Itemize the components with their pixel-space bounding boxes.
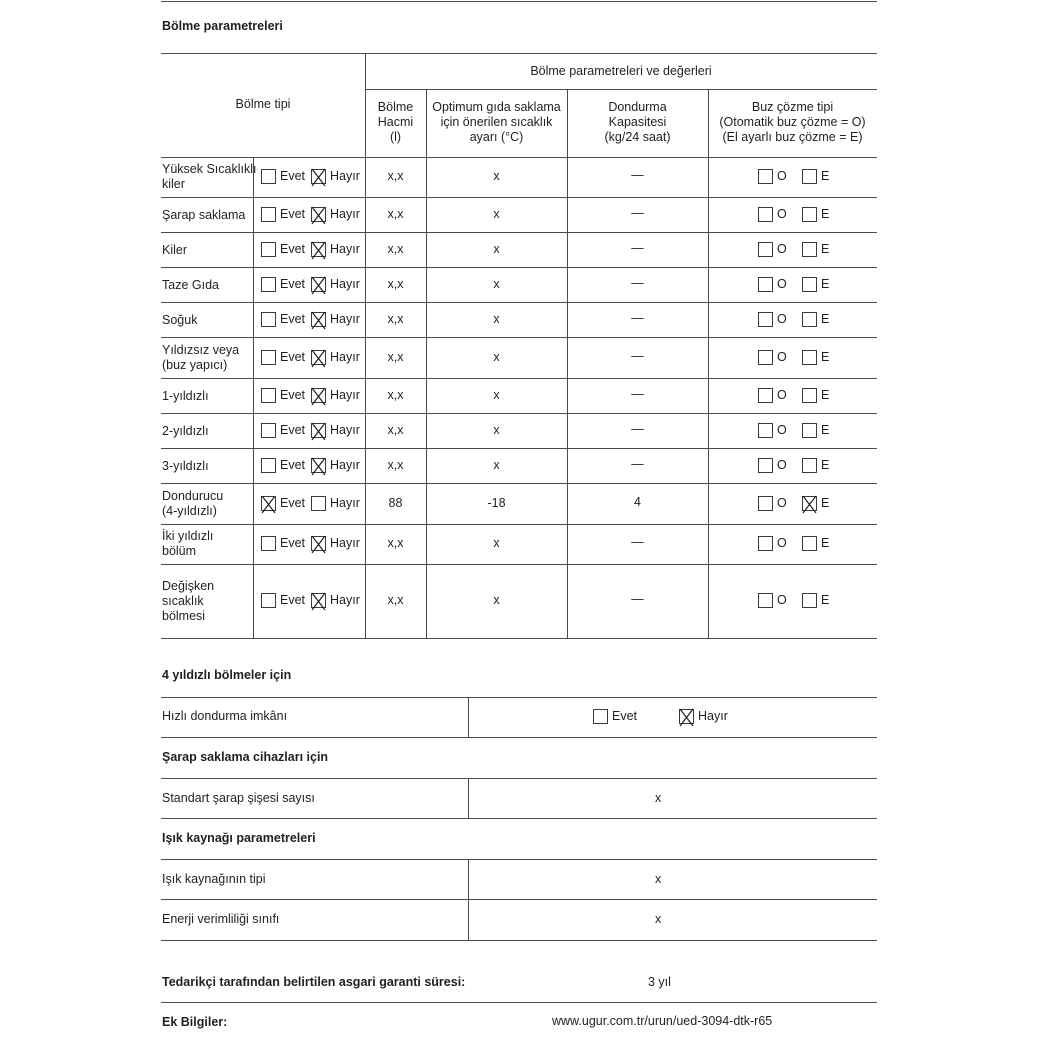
row-name-line: 3-yıldızlı — [162, 458, 209, 473]
manual-defrost-checkbox[interactable] — [802, 496, 817, 511]
volume-value: x,x — [387, 458, 404, 472]
row-name-line: Dondurucu — [162, 489, 224, 503]
row-name — [162, 529, 213, 559]
row-name-line: Kiler — [162, 242, 188, 257]
manual-defrost-checkbox[interactable] — [802, 242, 817, 257]
auto-defrost-checkbox[interactable] — [758, 388, 773, 403]
header-volume — [365, 100, 426, 145]
auto-defrost-checkbox[interactable] — [758, 350, 773, 365]
yes-checkbox[interactable] — [261, 496, 276, 511]
manual-defrost-label: E — [821, 312, 830, 326]
temperature-value: x — [493, 169, 500, 183]
warranty-value: 3 yıl — [648, 975, 671, 989]
yes-label: Evet — [280, 207, 306, 221]
auto-defrost-checkbox[interactable] — [758, 169, 773, 184]
row-name — [162, 278, 219, 293]
auto-defrost-label: O — [777, 458, 787, 472]
manual-defrost-label: E — [821, 207, 830, 221]
temperature-value: x — [493, 458, 500, 472]
freeze-capacity-value: — — [631, 422, 644, 436]
no-checkbox[interactable] — [311, 593, 326, 608]
yes-checkbox[interactable] — [261, 388, 276, 403]
volume-value: 88 — [388, 496, 403, 510]
auto-defrost-label: O — [777, 277, 787, 291]
header-defrost-type — [708, 100, 877, 145]
yes-checkbox[interactable] — [261, 593, 276, 608]
yes-checkbox[interactable] — [261, 207, 276, 222]
no-label: Hayır — [330, 388, 360, 402]
manual-defrost-checkbox[interactable] — [802, 536, 817, 551]
no-label: Hayır — [330, 496, 360, 510]
no-checkbox[interactable] — [311, 277, 326, 292]
temperature-value: x — [493, 423, 500, 437]
fast-freeze-yes-label: Evet — [612, 709, 638, 723]
rule — [161, 448, 877, 449]
manual-defrost-label: E — [821, 388, 830, 402]
yes-label: Evet — [280, 536, 306, 550]
header-temperature-line: ayarı (°C) — [469, 130, 524, 144]
cross-mark-icon — [802, 495, 817, 514]
auto-defrost-label: O — [777, 423, 787, 437]
wine-title: Şarap saklama cihazları için — [162, 750, 329, 764]
yes-label: Evet — [280, 277, 306, 291]
row-name-line: sıcaklık — [162, 593, 204, 608]
volume-value: x,x — [387, 388, 404, 402]
header-temperature — [426, 100, 567, 145]
yes-label: Evet — [280, 169, 306, 183]
row-name-line: 2-yıldızlı — [162, 423, 209, 438]
yes-label: Evet — [280, 593, 306, 607]
wine-bottles-value: x — [655, 791, 662, 805]
fast-freeze-no-checkbox[interactable] — [679, 709, 694, 724]
volume-value: x,x — [387, 350, 404, 364]
auto-defrost-label: O — [777, 242, 787, 256]
row-name-line: (buz yapıcı) — [162, 358, 228, 372]
row-name-line: Yüksek Sıcaklıklı — [162, 162, 257, 176]
temperature-value: x — [493, 536, 500, 550]
no-checkbox[interactable] — [311, 458, 326, 473]
energy-class-value: x — [655, 912, 662, 926]
row-name — [162, 208, 245, 223]
manual-defrost-label: E — [821, 242, 830, 256]
manual-defrost-checkbox[interactable] — [802, 350, 817, 365]
yes-label: Evet — [280, 350, 306, 364]
volume-value: x,x — [387, 593, 404, 607]
header-defrost-type-line: (Otomatik buz çözme = O) — [719, 115, 866, 129]
auto-defrost-checkbox[interactable] — [758, 458, 773, 473]
no-checkbox[interactable] — [311, 536, 326, 551]
volume-value: x,x — [387, 207, 404, 221]
header-defrost-type-line: (El ayarlı buz çözme = E) — [722, 130, 863, 144]
yes-checkbox[interactable] — [261, 277, 276, 292]
header-defrost-type-line: Buz çözme tipi — [751, 100, 834, 114]
manual-defrost-label: E — [821, 458, 830, 472]
no-label: Hayır — [330, 536, 360, 550]
header-volume-line: Bölme — [377, 100, 414, 114]
auto-defrost-checkbox[interactable] — [758, 536, 773, 551]
header-parameters-group: Bölme parametreleri ve değerleri — [530, 64, 712, 78]
extra-info-label: Ek Bilgiler: — [162, 1015, 228, 1029]
row-name — [162, 489, 223, 519]
freeze-capacity-value: — — [631, 311, 644, 325]
cross-mark-icon — [261, 495, 276, 514]
rule — [161, 524, 877, 525]
temperature-value: x — [493, 242, 500, 256]
auto-defrost-checkbox[interactable] — [758, 593, 773, 608]
temperature-value: x — [493, 312, 500, 326]
no-label: Hayır — [330, 207, 360, 221]
no-checkbox[interactable] — [311, 496, 326, 511]
no-checkbox[interactable] — [311, 207, 326, 222]
yes-checkbox[interactable] — [261, 458, 276, 473]
no-label: Hayır — [330, 312, 360, 326]
no-label: Hayır — [330, 593, 360, 607]
manual-defrost-checkbox[interactable] — [802, 277, 817, 292]
row-name — [162, 459, 209, 474]
divider — [468, 778, 469, 819]
row-name — [162, 313, 197, 328]
rule — [365, 89, 877, 90]
temperature-value: x — [493, 207, 500, 221]
yes-label: Evet — [280, 458, 306, 472]
rule — [161, 564, 877, 565]
freeze-capacity-value: — — [631, 535, 644, 549]
manual-defrost-checkbox[interactable] — [802, 593, 817, 608]
row-name-line: Şarap saklama — [162, 207, 246, 222]
yes-label: Evet — [280, 496, 306, 510]
freeze-capacity-value: — — [631, 592, 644, 606]
auto-defrost-checkbox[interactable] — [758, 207, 773, 222]
volume-value: x,x — [387, 423, 404, 437]
yes-checkbox[interactable] — [261, 169, 276, 184]
manual-defrost-checkbox[interactable] — [802, 169, 817, 184]
rule — [161, 697, 877, 698]
rule — [161, 483, 877, 484]
freeze-capacity-value: — — [631, 168, 644, 182]
manual-defrost-label: E — [821, 169, 830, 183]
cross-mark-icon — [311, 535, 326, 554]
header-temperature-line: için önerilen sıcaklık — [440, 115, 553, 129]
row-name-line: (4-yıldızlı) — [162, 504, 217, 518]
no-checkbox[interactable] — [311, 388, 326, 403]
yes-label: Evet — [280, 242, 306, 256]
cross-mark-icon — [679, 708, 694, 727]
header-temperature-line: Optimum gıda saklama — [432, 100, 561, 114]
manual-defrost-label: E — [821, 423, 830, 437]
cross-mark-icon — [311, 241, 326, 260]
rule — [161, 267, 877, 268]
no-label: Hayır — [330, 277, 360, 291]
cross-mark-icon — [311, 422, 326, 441]
row-name-line: kiler — [162, 177, 185, 191]
manual-defrost-checkbox[interactable] — [802, 207, 817, 222]
no-checkbox[interactable] — [311, 423, 326, 438]
temperature-value: x — [493, 593, 500, 607]
rule — [161, 818, 877, 819]
temperature-value: x — [493, 388, 500, 402]
auto-defrost-checkbox[interactable] — [758, 242, 773, 257]
cross-mark-icon — [311, 387, 326, 406]
header-compartment-type: Bölme tipi — [235, 97, 291, 111]
row-name-line: bölüm — [162, 544, 197, 558]
no-label: Hayır — [330, 423, 360, 437]
header-freeze-capacity-line: Dondurma — [608, 100, 667, 114]
divider — [468, 697, 469, 738]
wine-bottles-label: Standart şarap şişesi sayısı — [162, 791, 315, 805]
yes-checkbox[interactable] — [261, 350, 276, 365]
no-label: Hayır — [330, 350, 360, 364]
rule — [161, 940, 877, 941]
freeze-capacity-value: — — [631, 349, 644, 363]
freeze-capacity-value: — — [631, 276, 644, 290]
cross-mark-icon — [311, 457, 326, 476]
yes-label: Evet — [280, 423, 306, 437]
header-volume-line: Hacmi — [377, 115, 414, 129]
rule — [161, 778, 877, 779]
light-title: Işık kaynağı parametreleri — [162, 831, 316, 845]
auto-defrost-checkbox[interactable] — [758, 423, 773, 438]
yes-checkbox[interactable] — [261, 536, 276, 551]
row-name — [162, 579, 214, 624]
temperature-value: x — [493, 350, 500, 364]
auto-defrost-label: O — [777, 593, 787, 607]
rule — [161, 859, 877, 860]
row-name — [162, 243, 187, 258]
no-label: Hayır — [330, 169, 360, 183]
manual-defrost-label: E — [821, 593, 830, 607]
top-rule — [161, 1, 877, 2]
volume-value: x,x — [387, 277, 404, 291]
freeze-capacity-value: — — [631, 387, 644, 401]
fast-freeze-label: Hızlı dondurma imkânı — [162, 709, 288, 723]
auto-defrost-checkbox[interactable] — [758, 277, 773, 292]
row-name-line: 1-yıldızlı — [162, 388, 209, 403]
rule — [161, 1002, 877, 1003]
no-label: Hayır — [330, 458, 360, 472]
auto-defrost-checkbox[interactable] — [758, 496, 773, 511]
divider — [468, 859, 469, 941]
yes-checkbox[interactable] — [261, 242, 276, 257]
manual-defrost-label: E — [821, 277, 830, 291]
freeze-capacity-value: — — [631, 206, 644, 220]
auto-defrost-label: O — [777, 350, 787, 364]
rule — [161, 157, 877, 158]
freeze-capacity-value: — — [631, 457, 644, 471]
divider — [253, 157, 254, 638]
four-star-title: 4 yıldızlı bölmeler için — [162, 668, 292, 682]
rule — [161, 53, 877, 54]
auto-defrost-label: O — [777, 536, 787, 550]
freeze-capacity-value: 4 — [634, 495, 641, 509]
fast-freeze-yes-checkbox[interactable] — [593, 709, 608, 724]
row-name — [162, 162, 256, 192]
cross-mark-icon — [311, 311, 326, 330]
yes-label: Evet — [280, 388, 306, 402]
rule — [161, 413, 877, 414]
no-checkbox[interactable] — [311, 169, 326, 184]
rule — [161, 302, 877, 303]
divider — [708, 89, 709, 638]
no-label: Hayır — [330, 242, 360, 256]
light-type-label: Işık kaynağının tipi — [162, 872, 266, 886]
auto-defrost-label: O — [777, 388, 787, 402]
row-name — [162, 343, 239, 373]
cross-mark-icon — [311, 276, 326, 295]
light-type-value: x — [655, 872, 662, 886]
volume-value: x,x — [387, 536, 404, 550]
energy-class-label: Enerji verimliliği sınıfı — [162, 912, 280, 926]
row-name-line: Soğuk — [162, 312, 198, 327]
manual-defrost-checkbox[interactable] — [802, 388, 817, 403]
row-name-line: İki yıldızlı — [162, 529, 214, 543]
row-name-line: Değişken — [162, 578, 215, 593]
manual-defrost-label: E — [821, 350, 830, 364]
cross-mark-icon — [311, 349, 326, 368]
rule — [161, 737, 877, 738]
row-name-line: Taze Gıda — [162, 277, 219, 292]
no-checkbox[interactable] — [311, 350, 326, 365]
header-freeze-capacity — [567, 100, 708, 145]
rule — [161, 899, 877, 900]
rule — [161, 197, 877, 198]
manual-defrost-checkbox[interactable] — [802, 312, 817, 327]
fast-freeze-no-label: Hayır — [698, 709, 728, 723]
volume-value: x,x — [387, 312, 404, 326]
yes-label: Evet — [280, 312, 306, 326]
no-checkbox[interactable] — [311, 242, 326, 257]
cross-mark-icon — [311, 168, 326, 187]
yes-checkbox[interactable] — [261, 423, 276, 438]
section-title: Bölme parametreleri — [162, 19, 283, 33]
row-name-line: Yıldızsız veya — [162, 343, 240, 357]
manual-defrost-label: E — [821, 536, 830, 550]
header-volume-line: (l) — [389, 130, 402, 144]
freeze-capacity-value: — — [631, 241, 644, 255]
cross-mark-icon — [311, 206, 326, 225]
temperature-value: -18 — [487, 496, 506, 510]
rule — [161, 638, 877, 639]
yes-checkbox[interactable] — [261, 312, 276, 327]
rule — [161, 232, 877, 233]
temperature-value: x — [493, 277, 500, 291]
extra-info-link[interactable]: www.ugur.com.tr/urun/ued-3094-dtk-r65 — [552, 1014, 773, 1028]
row-name — [162, 389, 209, 404]
volume-value: x,x — [387, 169, 404, 183]
auto-defrost-label: O — [777, 312, 787, 326]
manual-defrost-label: E — [821, 496, 830, 510]
row-name — [162, 424, 209, 439]
auto-defrost-label: O — [777, 496, 787, 510]
header-freeze-capacity-line: (kg/24 saat) — [604, 130, 671, 144]
auto-defrost-label: O — [777, 207, 787, 221]
auto-defrost-checkbox[interactable] — [758, 312, 773, 327]
auto-defrost-label: O — [777, 169, 787, 183]
rule — [161, 337, 877, 338]
cross-mark-icon — [311, 592, 326, 611]
row-name-line: bölmesi — [162, 608, 206, 623]
header-freeze-capacity-line: Kapasitesi — [608, 115, 667, 129]
manual-defrost-checkbox[interactable] — [802, 423, 817, 438]
volume-value: x,x — [387, 242, 404, 256]
no-checkbox[interactable] — [311, 312, 326, 327]
warranty-label: Tedarikçi tarafından belirtilen asgari garanti süresi: — [162, 975, 466, 989]
manual-defrost-checkbox[interactable] — [802, 458, 817, 473]
rule — [161, 378, 877, 379]
